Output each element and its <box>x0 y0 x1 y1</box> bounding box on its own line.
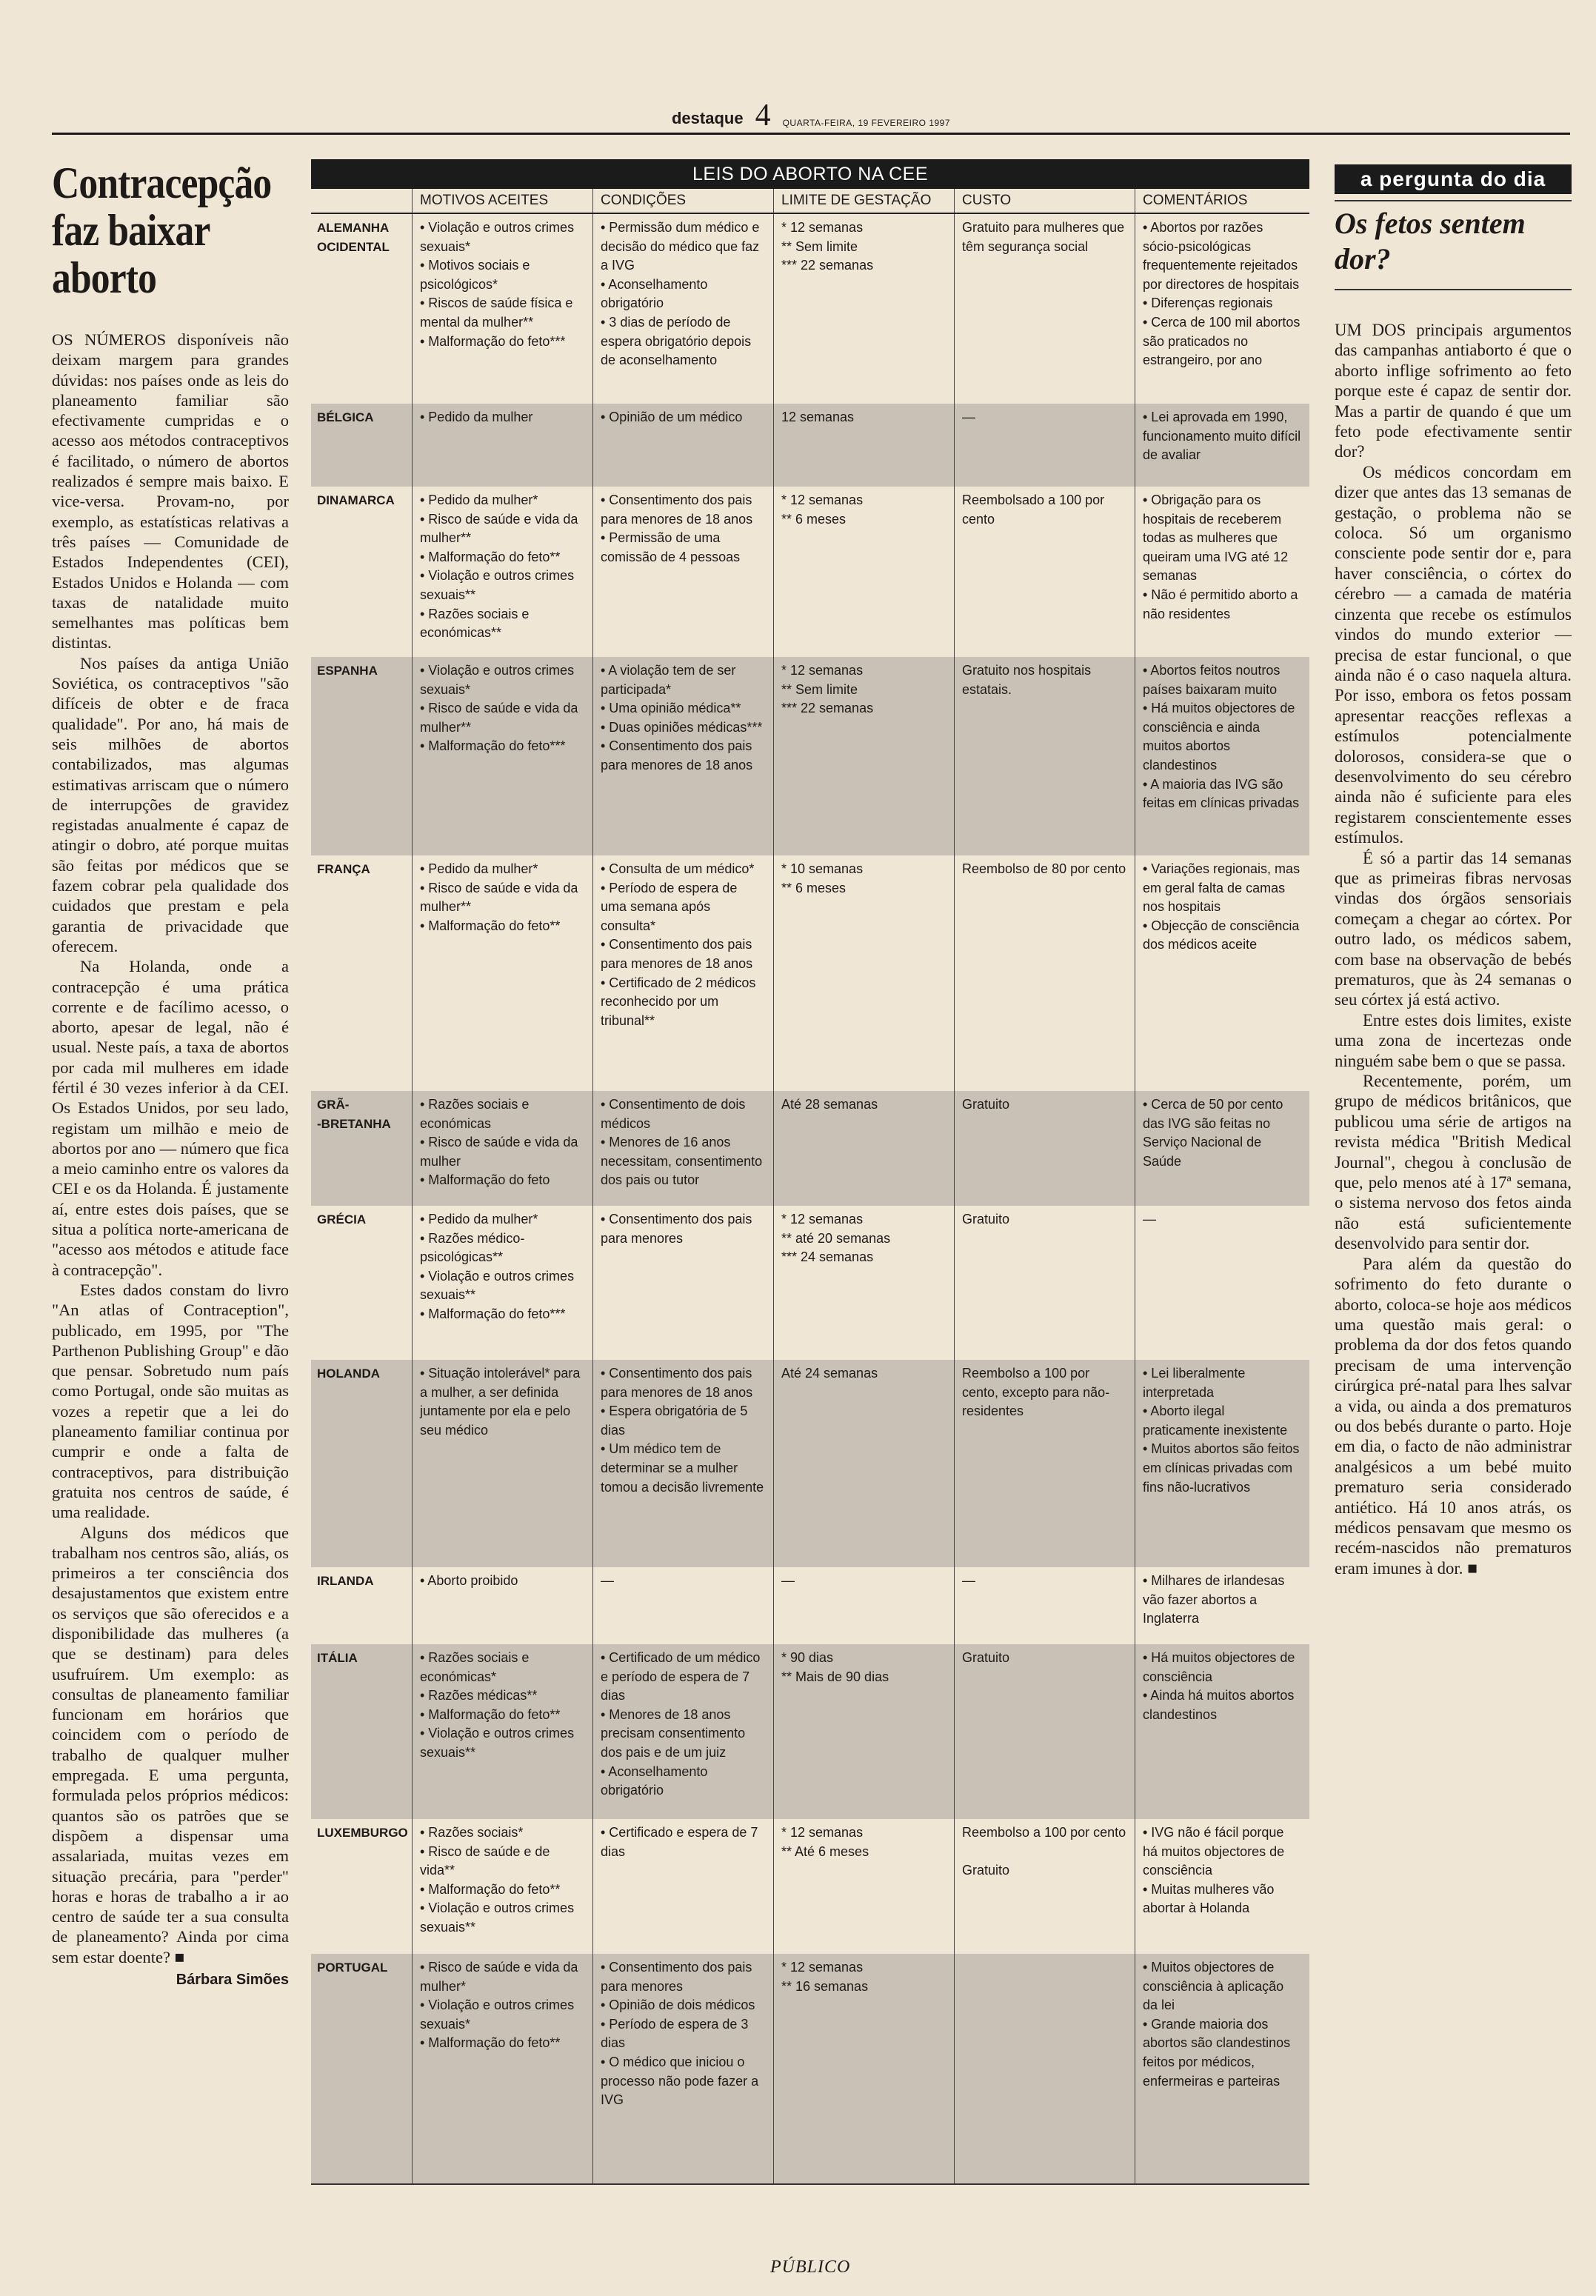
table-cell: • Razões sociais e económicas • Risco de saúde e vida da mulher • Malformação do feto <box>412 1091 592 1206</box>
country-cell: LUXEMBURGO <box>317 1826 408 1840</box>
table-cell: Reembolso a 100 por cento, excepto para não-residentes <box>954 1360 1135 1567</box>
section-name: destaque <box>671 109 744 127</box>
table-cell: • Consentimento de dois médicos • Menores de 16 anos necessitam, consentimento dos pais ou tutor <box>592 1091 773 1206</box>
table-cell: • Cerca de 50 por cento das IVG são feitas no Serviço Nacional de Saúde <box>1135 1091 1309 1206</box>
article-paragraph: Estes dados constam do livro "An atlas of Contraception", publicado, em 1995, por "The Parthenon Publishing Group" e dão que pensar. Sobretudo num país como Portugal, onde são muitas as vozes a repetir que a lei do planeamento familiar continua por cumprir e onde a falta de contraceptivos, para distribuição gratuita nos centros de saúde, é uma realidade. <box>52 1280 289 1522</box>
table-cell: — <box>1135 1206 1309 1360</box>
table-row <box>311 1360 1309 1567</box>
byline: Bárbara Simões <box>176 1972 289 1989</box>
article-paragraph: Na Holanda, onde a contracepção é uma prática corrente e de facílimo acesso, o aborto, apesar de legal, não é usual. Neste país, a taxa de abortos por cada mil mulheres em idade fértil é 30 vezes inferior à da CEI. Os Estados Unidos, por seu lado, registam um milhão e meio de abortos por ano — número que fica a meio caminho entre os valores da CEI e os da Holanda. É justamente aí, entre estes dois países, que se situa a política norte-americana de "acesso aos métodos e atitude face à contracepção". <box>52 957 289 1279</box>
table-row <box>311 855 1309 1091</box>
table-title: LEIS DO ABORTO NA CEE <box>311 159 1309 189</box>
table-cell: * 90 dias ** Mais de 90 dias <box>773 1644 954 1819</box>
article-body <box>52 330 289 1967</box>
table-cell: • Risco de saúde e vida da mulher* • Violação e outros crimes sexuais* • Malformação do feto** <box>412 1954 592 2183</box>
column-header: CONDIÇÕES <box>592 189 773 213</box>
table-cell: • IVG não é fácil porque há muitos objectores de consciência • Muitas mulheres vão abortar à Holanda <box>1135 1819 1309 1954</box>
table-cell: • Situação intolerável* para a mulher, a ser definida juntamente por ela e pelo seu médico <box>412 1360 592 1567</box>
table-cell: • Permissão dum médico e decisão do médico que faz a IVG • Aconselhamento obrigatório • 3 dias de período de espera obrigatório depois de aconselhamento <box>592 214 773 404</box>
table-cell: * 12 semanas ** até 20 semanas *** 24 semanas <box>773 1206 954 1360</box>
article-title: Contracepção faz baixar aborto <box>52 158 272 302</box>
table-bottom-rule <box>311 2183 1309 2185</box>
table-cell: • Abortos por razões sócio-psicológicas frequentemente rejeitados por directores de hospitais • Diferenças regionais • Cerca de 100 mil abortos são praticados no estrangeiro, por ano <box>1135 214 1309 404</box>
table-cell: • Opinião de um médico <box>592 404 773 487</box>
question-paragraph: UM DOS principais argumentos das campanhas antiaborto é que o aborto inflige sofrimento ao feto porque este é capaz de sentir dor. Mas a partir de quando é que um feto pode efectivamente sentir dor? <box>1335 321 1572 461</box>
question-paragraph: Entre estes dois limites, existe uma zona de incertezas onde ninguém sabe bem o que se passa. <box>1335 1010 1572 1070</box>
country-cell: BÉLGICA <box>317 410 374 424</box>
table-cell: • Consentimento dos pais para menores <box>592 1206 773 1360</box>
table-cell: Reembolso de 80 por cento <box>954 855 1135 1091</box>
table-cell: • Consentimento dos pais para menores • Opinião de dois médicos • Período de espera de 3 dias • O médico que iniciou o processo não pode fazer a IVG <box>592 1954 773 2183</box>
country-cell: IRLANDA <box>317 1574 374 1588</box>
question-paragraph: É só a partir das 14 semanas que as primeiras fibras nervosas vindas dos órgãos sensoriais começam a chegar ao córtex. Por outro lado, os médicos sabem, com base na observação de bebés prematuros, que às 24 semanas o seu córtex já está activo. <box>1335 848 1572 1009</box>
question-title: Os fetos sentem dor? <box>1335 200 1572 290</box>
table-cell: Até 24 semanas <box>773 1360 954 1567</box>
table-cell: • Obrigação para os hospitais de receberem todas as mulheres que queiram uma IVG até 12 semanas • Não é permitido aborto a não residentes <box>1135 487 1309 657</box>
publico-logo: PÚBLICO <box>770 2257 851 2277</box>
abortion-laws-table <box>311 159 1309 2185</box>
main-article <box>52 159 289 1989</box>
table-cell: — <box>954 404 1135 487</box>
table-cell: • Lei aprovada em 1990, funcionamento muito difícil de avaliar <box>1135 404 1309 487</box>
table-cell: Gratuito para mulheres que têm segurança social <box>954 214 1135 404</box>
table-cell: • Pedido da mulher* • Risco de saúde e vida da mulher** • Malformação do feto** <box>412 855 592 1091</box>
country-cell: DINAMARCA <box>317 493 395 507</box>
table-cell: • Consentimento dos pais para menores de 18 anos • Permissão de uma comissão de 4 pessoas <box>592 487 773 657</box>
table-cell: * 12 semanas ** 16 semanas <box>773 1954 954 2183</box>
article-paragraph: OS NÚMEROS disponíveis não deixam margem para grandes dúvidas: nos países onde as leis do planeamento familiar são efectivamente cumpridas e o acesso aos métodos contraceptivos é facilitado, o número de abortos realizados é sempre mais baixo. E vice-versa. Provam-no, por exemplo, as estatísticas relativas a três países — Comunidade de Estados Independentes (CEI), Estados Unidos e Holanda — com taxas de natalidade muito semelhantes mas políticas bem distintas. <box>52 330 289 653</box>
column-header: LIMITE DE GESTAÇÃO <box>773 189 954 213</box>
table-row <box>311 1954 1309 2183</box>
issue-date: QUARTA-FEIRA, 19 FEVEREIRO 1997 <box>782 118 951 128</box>
table-body <box>311 214 1309 2183</box>
table-row <box>311 404 1309 487</box>
column-header: CUSTO <box>954 189 1135 213</box>
table-row <box>311 1091 1309 1206</box>
table-cell <box>954 1954 1135 2183</box>
table-cell: — <box>954 1567 1135 1644</box>
table-row <box>311 214 1309 404</box>
column-header <box>311 189 412 213</box>
table-cell: • Certificado de um médico e período de espera de 7 dias • Menores de 18 anos precisam consentimento dos pais e de um juiz • Aconselhamento obrigatório <box>592 1644 773 1819</box>
country-cell: ITÁLIA <box>317 1651 358 1665</box>
table-row <box>311 657 1309 855</box>
table-cell: • Pedido da mulher* • Razões médico-psicológicas** • Violação e outros crimes sexuais** • Malformação do feto*** <box>412 1206 592 1360</box>
country-cell: FRANÇA <box>317 862 370 876</box>
table-row <box>311 1567 1309 1644</box>
table-cell: • A violação tem de ser participada* • Uma opinião médica** • Duas opiniões médicas*** • Consentimento dos pais para menores de 18 anos <box>592 657 773 855</box>
table-cell: — <box>773 1567 954 1644</box>
country-cell: PORTUGAL <box>317 1960 388 1975</box>
table-cell: Até 28 semanas <box>773 1091 954 1206</box>
table-header-row <box>311 189 1309 214</box>
article-paragraph: Alguns dos médicos que trabalham nos centros são, aliás, os primeiros a ter consciência dos desajustamentos que existem entre os serviços que são oferecidos e a disponibilidade das mulheres (a que se destinam) para deles usufruírem. Um exemplo: as consultas de planeamento familiar funcionam em horários que coincidem com o período de trabalho de qualquer mulher empregada. E uma pergunta, formulada pelos próprios médicos: quantos são os patrões que se dispõem a dispensar uma assalariada, muitas vezes em situação precária, para "perder" horas e horas de trabalho a ir ao centro de saúde ter a sua consulta de planeamento? Ainda por cima sem estar doente? ■ <box>52 1523 289 1966</box>
table-cell: * 12 semanas ** Até 6 meses <box>773 1819 954 1954</box>
question-body <box>1335 320 1572 1578</box>
table-cell: Gratuito <box>954 1091 1135 1206</box>
table-cell: * 12 semanas ** Sem limite *** 22 semanas <box>773 214 954 404</box>
table-cell: • Pedido da mulher* • Risco de saúde e vida da mulher** • Malformação do feto** • Violação e outros crimes sexuais** • Razões sociais e económicas** <box>412 487 592 657</box>
table-cell: • Consentimento dos pais para menores de 18 anos • Espera obrigatória de 5 dias • Um médico tem de determinar se a mulher tomou a decisão livremente <box>592 1360 773 1567</box>
table-cell: — <box>592 1567 773 1644</box>
table-cell: • Variações regionais, mas em geral falta de camas nos hospitais • Objecção de consciência dos médicos aceite <box>1135 855 1309 1091</box>
table-cell: • Muitos objectores de consciência à aplicação da lei • Grande maioria dos abortos são clandestinos feitos por médicos, enfermeiras e parteiras <box>1135 1954 1309 2183</box>
table-cell: • Milhares de irlandesas vão fazer abortos a Inglaterra <box>1135 1567 1309 1644</box>
table-row <box>311 1206 1309 1360</box>
question-paragraph: Os médicos concordam em dizer que antes das 13 semanas de gestação, o problema não se coloca. Só um organismo consciente pode sentir dor e, para haver consciência, o córtex do cérebro — a camada de matéria cinzenta que recebe os estímulos vindos do mundo exterior — precisa de estar funcional, o que ainda não é o caso naquela altura. Por isso, embora os fetos possam apresentar reacções reflexas a estímulos potencialmente dolorosos, considera-se que o desenvolvimento do seu cérebro ainda não é suficiente para eles registarem conscientemente esses estímulos. <box>1335 462 1572 847</box>
country-cell: ALEMANHA OCIDENTAL <box>317 221 390 254</box>
table-cell: • Violação e outros crimes sexuais* • Risco de saúde e vida da mulher** • Malformação do feto*** <box>412 657 592 855</box>
table-cell: • Há muitos objectores de consciência • Ainda há muitos abortos clandestinos <box>1135 1644 1309 1819</box>
table-cell: • Abortos feitos noutros países baixaram muito • Há muitos objectores de consciência e ainda muitos abortos clandestinos • A maioria das IVG são feitas em clínicas privadas <box>1135 657 1309 855</box>
table-cell: Gratuito nos hospitais estatais. <box>954 657 1135 855</box>
table-cell: Reembolsado a 100 por cento <box>954 487 1135 657</box>
table-cell: Gratuito <box>954 1644 1135 1819</box>
table-cell: * 10 semanas ** 6 meses <box>773 855 954 1091</box>
table-cell: * 12 semanas ** Sem limite *** 22 semanas <box>773 657 954 855</box>
question-box-label: a pergunta do dia <box>1335 164 1572 194</box>
country-cell: GRÉCIA <box>317 1212 367 1227</box>
country-cell: ESPANHA <box>317 664 378 678</box>
table-row <box>311 487 1309 657</box>
table-cell: Gratuito <box>954 1206 1135 1360</box>
question-paragraph: Para além da questão do sofrimento do feto durante o aborto, coloca-se hoje aos médicos uma questão mais geral: o problema da dor dos fetos quando precisam de uma intervenção cirúrgica pré-natal para lhes salvar a vida, ou ainda a dos prematuros ou dos bebés durante o parto. Hoje em dia, o facto de não administrar analgésicos a um bebé muito prematuro seria considerado antiético. Há 10 anos atrás, os médicos pensavam que mesmo os recém-nascidos não prematuros eram imunes à dor. ■ <box>1335 1254 1572 1578</box>
country-cell: GRÃ- -BRETANHA <box>317 1098 391 1131</box>
table-row <box>311 1819 1309 1954</box>
column-header: COMENTÁRIOS <box>1135 189 1309 213</box>
column-header: MOTIVOS ACEITES <box>412 189 592 213</box>
table-cell: * 12 semanas ** 6 meses <box>773 487 954 657</box>
table-row <box>311 1644 1309 1819</box>
table-cell: • Violação e outros crimes sexuais* • Motivos sociais e psicológicos* • Riscos de saúde física e mental da mulher** • Malformação do feto*** <box>412 214 592 404</box>
table-cell: • Razões sociais e económicas* • Razões médicas** • Malformação do feto** • Violação e outros crimes sexuais** <box>412 1644 592 1819</box>
table-cell: • Certificado e espera de 7 dias <box>592 1819 773 1954</box>
table-cell: 12 semanas <box>773 404 954 487</box>
table-cell: • Consulta de um médico* • Período de espera de uma semana após consulta* • Consentimento dos pais para menores de 18 anos • Certificado de 2 médicos reconhecido por um tribunal** <box>592 855 773 1091</box>
table-cell: Reembolso a 100 por cento Gratuito <box>954 1819 1135 1954</box>
article-paragraph: Nos países da antiga União Soviética, os contraceptivos "são difíceis de obter e de fraca qualidade". Por ano, há mais de seis milhões de abortos contabilizados, mas algumas estimativas arriscam que o número de interrupções de gravidez registadas anualmente é capaz de atingir o dobro, até porque muitas são feitas por médicos que se fazem cobrar pela qualidade dos cuidados que prestam e pela garantia de privacidade que oferecem. <box>52 653 289 955</box>
question-of-the-day <box>1335 164 1572 1578</box>
page-header <box>52 99 1570 135</box>
table-cell: • Lei liberalmente interpretada • Aborto ilegal praticamente inexistente • Muitos abortos são feitos em clínicas privadas com fins não-lucrativos <box>1135 1360 1309 1567</box>
country-cell: HOLANDA <box>317 1366 380 1381</box>
table-cell: • Aborto proibido <box>412 1567 592 1644</box>
question-paragraph: Recentemente, porém, um grupo de médicos britânicos, que publicou uma série de artigos na revista médica "British Medical Journal", chegou à conclusão de que, pelo menos até à 17ª semana, o sistema nervoso dos fetos ainda não está suficientemente desenvolvido para sentir dor. <box>1335 1072 1572 1253</box>
page-number: 4 <box>755 99 771 133</box>
table-cell: • Pedido da mulher <box>412 404 592 487</box>
table-cell: • Razões sociais* • Risco de saúde e de vida** • Malformação do feto** • Violação e outros crimes sexuais** <box>412 1819 592 1954</box>
